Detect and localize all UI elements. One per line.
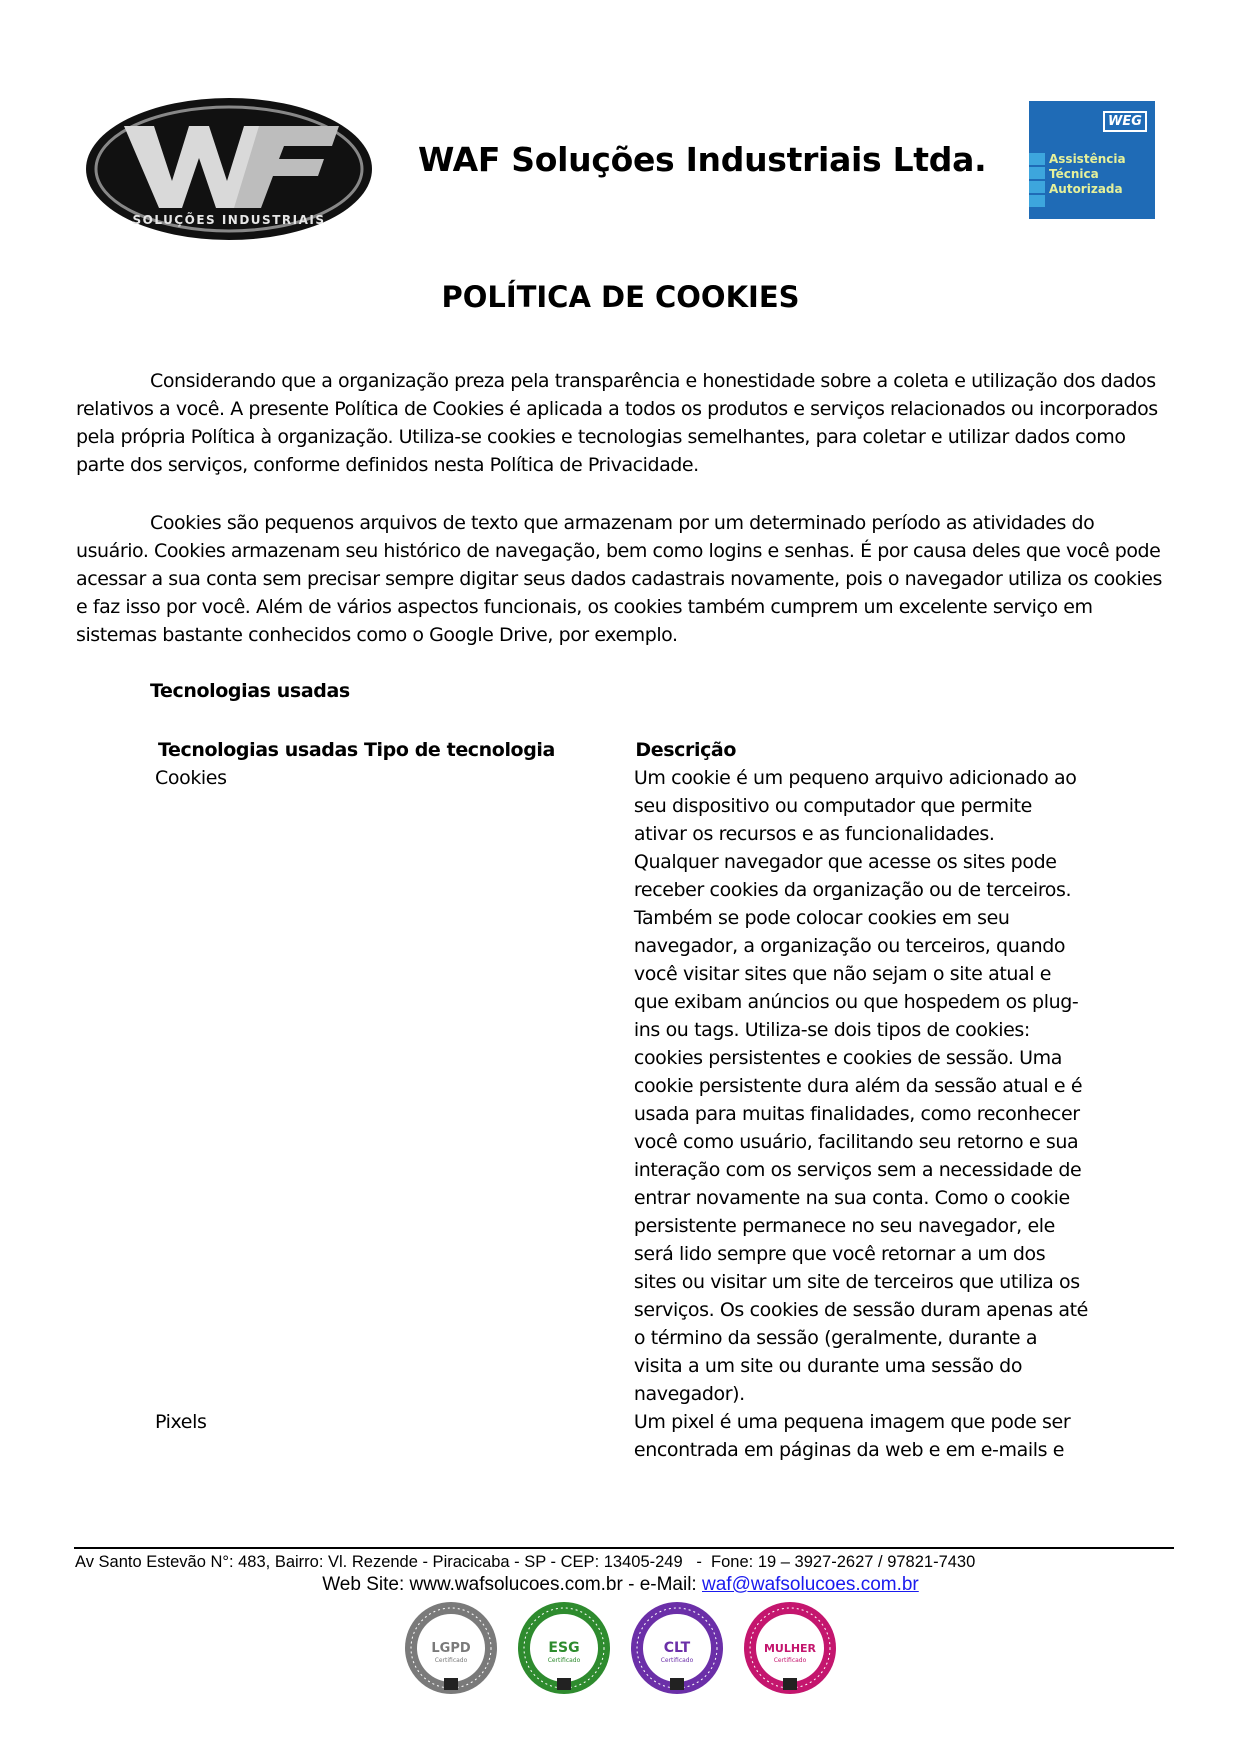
footer-address: Av Santo Estevão N°: 483, Bairro: Vl. Rezende - Piracicaba - SP - CEP: 13405-249 - Fone: 19 – 3927-2627 / 97821-7430 — [75, 1553, 976, 1571]
weg-line: Assistência — [1049, 152, 1126, 166]
weg-line: Autorizada — [1049, 182, 1123, 196]
description-line: sites ou visitar um site de terceiros que utiliza os — [633, 1271, 1080, 1293]
description-line: receber cookies da organização ou de terceiros. — [633, 879, 1072, 901]
esg-seal-icon — [516, 1600, 612, 1696]
description-line: que exibam anúncios ou que hospedem os plug- — [633, 991, 1079, 1013]
column-header-description: Descrição — [635, 739, 737, 761]
description-line: ins ou tags. Utiliza-se dois tipos de cookies: — [633, 1019, 1030, 1041]
description-line: encontrada em páginas da web e em e-mails e — [633, 1439, 1065, 1461]
description-line: você visitar sites que não sejam o site atual e — [633, 963, 1052, 985]
description-line: o término da sessão (geralmente, durante a — [633, 1327, 1038, 1349]
technology-description — [634, 764, 1090, 1408]
description-line: seu dispositivo ou computador que permite — [633, 795, 1032, 817]
waf-logo-tagline: SOLUÇÕES INDUSTRIAIS — [132, 213, 326, 227]
weg-badge-text — [1049, 152, 1126, 197]
footer-divider — [74, 1547, 1174, 1549]
description-line: cookies persistentes e cookies de sessão. Uma — [633, 1047, 1062, 1069]
table-row — [150, 1408, 1090, 1464]
weg-line: Técnica — [1049, 167, 1099, 181]
description-line: será lido sempre que você retornar a um dos — [633, 1243, 1046, 1265]
footer-website-text: Web Site: www.wafsolucoes.com.br - e-Mail: — [322, 1574, 702, 1595]
description-line: você como usuário, facilitando seu retorno e sua — [633, 1131, 1079, 1153]
description-line: cookie persistente dura além da sessão atual e é — [633, 1075, 1083, 1097]
description-line: navegador). — [633, 1383, 745, 1405]
column-header-type: Tecnologias usadas Tipo de tecnologia — [158, 739, 555, 761]
description-line: ativar os recursos e as funcionalidades. — [633, 823, 995, 845]
seal-label: CLT — [663, 1640, 691, 1656]
table-row — [150, 764, 1090, 1408]
waf-logo — [84, 96, 374, 242]
page-header — [0, 0, 1241, 240]
description-line: Também se pode colocar cookies em seu — [633, 907, 1010, 929]
email-link[interactable]: waf@wafsolucoes.com.br — [702, 1574, 919, 1595]
technology-description — [634, 1408, 1090, 1464]
description-line: Um pixel é uma pequena imagem que pode ser — [633, 1411, 1071, 1433]
seal-label: ESG — [548, 1640, 580, 1656]
lgpd-seal-icon — [403, 1600, 499, 1696]
section-heading: Tecnologias usadas — [150, 680, 350, 702]
technology-type: Cookies — [155, 767, 227, 789]
description-line: entrar novamente na sua conta. Como o cookie — [633, 1187, 1070, 1209]
footer-contact — [0, 1574, 1241, 1596]
paragraph — [76, 367, 1164, 479]
paragraph-text: Considerando que a organização preza pela transparência e honestidade sobre a coleta e utilização dos dados relativos a você. A presente Política de Cookies é aplicada a todos os produtos e serviços relacionados ou incorporados pela própria Política à organização. Utiliza-se cookies e tecnologias semelhantes, para coletar e utilizar dados como parte dos serviços, conforme definidos nesta Política de Privacidade. — [76, 370, 1158, 476]
weg-stripes — [1029, 153, 1045, 209]
seal-sub: Certificado — [660, 1657, 694, 1664]
weg-logo: WEG — [1103, 111, 1147, 132]
technology-type: Pixels — [155, 1411, 207, 1433]
description-line: Qualquer navegador que acesse os sites pode — [633, 851, 1057, 873]
description-line: Um cookie é um pequeno arquivo adicionado ao — [633, 767, 1077, 789]
paragraph — [76, 509, 1164, 649]
seal-sub: Certificado — [434, 1657, 468, 1664]
company-name: WAF Soluções Industriais Ltda. — [418, 140, 987, 179]
document-title: POLÍTICA DE COOKIES — [441, 280, 800, 314]
description-line: navegador, a organização ou terceiros, quando — [633, 935, 1066, 957]
seal-sub: Certificado — [773, 1657, 807, 1664]
weg-authorized-badge — [1029, 101, 1155, 219]
description-line: serviços. Os cookies de sessão duram apenas até — [633, 1299, 1088, 1321]
seal-sub: Certificado — [547, 1657, 581, 1664]
seal-label: LGPD — [431, 1641, 471, 1656]
paragraph-text: Cookies são pequenos arquivos de texto que armazenam por um determinado período as atividades do usuário. Cookies armazenam seu histórico de navegação, bem como logins e senhas. É por causa deles que você pode acessar a sua conta sem precisar sempre digitar seus dados cadastrais novamente, pois o navegador utiliza os cookies e faz isso por você. Além de vários aspectos funcionais, os cookies também cumprem um excelente serviço em sistemas bastante conhecidos como o Google Drive, por exemplo. — [76, 512, 1162, 646]
description-line: interação com os serviços sem a necessidade de — [633, 1159, 1082, 1181]
seal-label: MULHER — [763, 1642, 817, 1655]
description-line: persistente permanece no seu navegador, ele — [633, 1215, 1055, 1237]
mulher-seal-icon — [742, 1600, 838, 1696]
technologies-table — [150, 736, 1090, 1464]
description-line: visita a um site ou durante uma sessão do — [633, 1355, 1023, 1377]
clt-seal-icon — [629, 1600, 725, 1696]
table-header-row — [150, 736, 1090, 764]
description-line: usada para muitas finalidades, como reconhecer — [633, 1103, 1080, 1125]
